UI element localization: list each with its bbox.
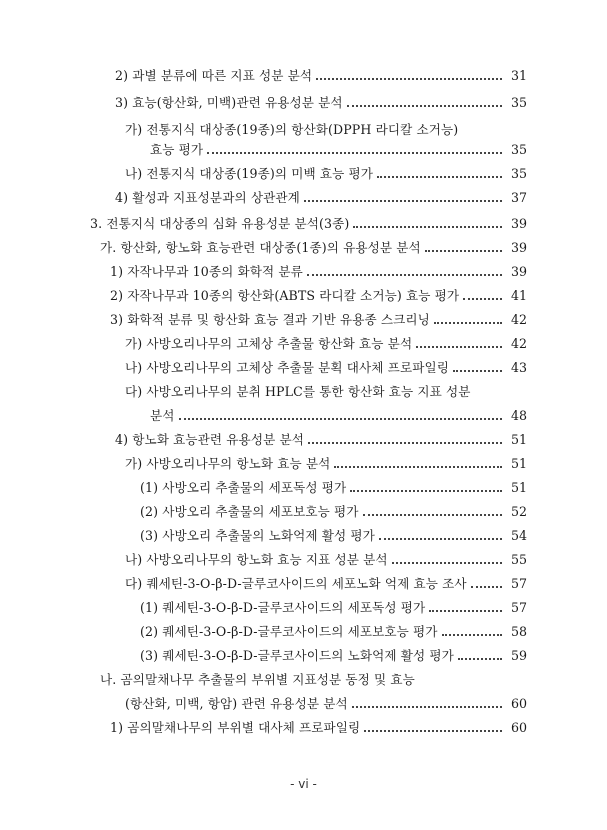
toc-entry-title: 다) 퀘세틴-3-O-β-D-글루코사이드의 세포노화 억제 효능 조사: [125, 576, 467, 591]
toc-entry-title: (3) 퀘세틴-3-O-β-D-글루코사이드의 노화억제 활성 평가: [140, 648, 454, 663]
toc-entry[interactable]: [115, 426, 527, 448]
dot-leader: [463, 297, 502, 300]
toc-entry[interactable]: [110, 714, 527, 736]
toc-entry-page: 35: [510, 95, 527, 110]
toc-entry[interactable]: [125, 354, 527, 376]
toc-entry-title: 1) 자작나무과 10종의 화학적 분류: [110, 264, 303, 279]
toc-entry-page: 42: [510, 312, 527, 327]
toc-entry[interactable]: [150, 136, 527, 158]
toc-entry-page: 37: [510, 190, 527, 205]
toc-entry-title: (3) 사방오리 추출물의 노화억제 활성 평가: [140, 528, 375, 543]
dot-leader: [458, 657, 502, 660]
dot-leader: [207, 151, 502, 154]
dot-leader: [307, 273, 502, 276]
toc-entry[interactable]: [100, 234, 527, 256]
dot-leader: [353, 225, 502, 228]
toc-entry-title: 분석: [150, 408, 175, 423]
dot-leader: [304, 199, 502, 202]
toc-entry[interactable]: [140, 594, 527, 616]
toc-entry[interactable]: [125, 160, 527, 182]
toc-entry-title: (항산화, 미백, 항암) 관련 유용성분 분석: [125, 696, 348, 711]
toc-entry-page: 35: [510, 142, 527, 157]
toc-entry-page: 52: [510, 504, 527, 519]
dot-leader: [352, 705, 502, 708]
toc-entry-page: 43: [510, 360, 527, 375]
toc-entry-page: 58: [510, 624, 527, 639]
toc-entry-title: (2) 사방오리 추출물의 세포보호능 평가: [140, 504, 359, 519]
toc-entry[interactable]: [125, 378, 527, 400]
toc-entry[interactable]: [150, 402, 527, 424]
toc-entry-title: 2) 자작나무과 10종의 항산화(ABTS 라디칼 소거능) 효능 평가: [110, 288, 460, 303]
toc-entry[interactable]: [125, 546, 527, 568]
toc-entry-title: 효능 평가: [150, 142, 204, 157]
toc-entry[interactable]: [125, 690, 527, 712]
toc-entry[interactable]: [110, 258, 527, 280]
toc-entry-title: 나) 전통지식 대상종(19종)의 미백 효능 평가: [125, 166, 374, 181]
toc-entry-title: (1) 사방오리 추출물의 세포독성 평가: [140, 480, 347, 495]
toc-entry-title: 4) 활성과 지표성분과의 상관관계: [115, 190, 300, 205]
toc-entry-page: 59: [510, 648, 527, 663]
dot-leader: [179, 417, 502, 420]
dot-leader: [308, 441, 502, 444]
toc-entry[interactable]: [125, 450, 527, 472]
toc-entry[interactable]: [115, 184, 527, 206]
toc-entry-title: 다) 사방오리나무의 분취 HPLC를 통한 항산화 효능 지표 성분: [125, 384, 471, 399]
toc-entry[interactable]: [140, 522, 527, 544]
toc-entry-page: 35: [510, 166, 527, 181]
dot-leader: [434, 321, 502, 324]
dot-leader: [425, 249, 502, 252]
toc-entry-page: 55: [510, 552, 527, 567]
dot-leader: [377, 175, 502, 178]
toc-entry-page: 57: [510, 600, 527, 615]
dot-leader: [316, 77, 502, 80]
toc-entry-title: 4) 항노화 효능관련 유용성분 분석: [115, 432, 304, 447]
toc-entry-title: 1) 곰의말채나무의 부위별 대사체 프로파일링: [110, 720, 361, 735]
toc-entry-page: 39: [510, 240, 527, 255]
toc-entry-title: 가) 사방오리나무의 고체상 추출물 항산화 효능 분석: [125, 336, 413, 351]
toc-entry-title: 나. 곰의말채나무 추출물의 부위별 지표성분 동정 및 효능: [100, 672, 415, 687]
toc-entry-title: 3) 효능(항산화, 미백)관련 유용성분 분석: [115, 95, 343, 110]
toc-entry-title: 나) 사방오리나무의 고체상 추출물 분획 대사체 프로파일링: [125, 360, 450, 375]
dot-leader: [363, 513, 502, 516]
toc-entry[interactable]: [90, 210, 527, 232]
toc-entry-page: 48: [510, 408, 527, 423]
toc-entry-page: 39: [510, 216, 527, 231]
dot-leader: [453, 369, 502, 372]
toc-entry[interactable]: [110, 282, 527, 304]
page-number-footer: - vi -: [290, 777, 317, 791]
toc-entry-page: 60: [510, 720, 527, 735]
toc-entry-page: 57: [510, 576, 527, 591]
toc-entry-title: 3. 전통지식 대상종의 심화 유용성분 분석(3종): [90, 216, 350, 231]
dot-leader: [379, 537, 502, 540]
dot-leader: [350, 489, 502, 492]
dot-leader: [392, 561, 502, 564]
toc-entry[interactable]: [140, 618, 527, 640]
toc-entry-page: 51: [510, 480, 527, 495]
toc-entry[interactable]: [125, 570, 527, 592]
toc-entry-page: 31: [510, 68, 527, 83]
toc-entry-title: 2) 과별 분류에 따른 지표 성분 분석: [115, 68, 313, 83]
toc-entry-page: 39: [510, 264, 527, 279]
toc-entry-title: 가. 항산화, 항노화 효능관련 대상종(1종)의 유용성분 분석: [100, 240, 421, 255]
toc-entry-page: 51: [510, 432, 527, 447]
toc-entry[interactable]: [140, 474, 527, 496]
toc-entry-page: 42: [510, 336, 527, 351]
toc-entry-page: 60: [510, 696, 527, 711]
toc-entry[interactable]: [140, 498, 527, 520]
dot-leader: [364, 729, 502, 732]
toc-entry-page: 41: [510, 288, 527, 303]
toc-entry[interactable]: [140, 642, 527, 664]
dot-leader: [442, 633, 502, 636]
toc-entry-title: 가) 사방오리나무의 항노화 효능 분석: [125, 456, 331, 471]
toc-entry[interactable]: [125, 330, 527, 352]
toc-entry[interactable]: [100, 666, 527, 688]
toc-entry[interactable]: [115, 89, 527, 111]
toc-entry-title: (2) 퀘세틴-3-O-β-D-글루코사이드의 세포보호능 평가: [140, 624, 438, 639]
dot-leader: [416, 345, 502, 348]
dot-leader: [471, 585, 502, 588]
toc-entry-title: (1) 퀘세틴-3-O-β-D-글루코사이드의 세포독성 평가: [140, 600, 426, 615]
dot-leader: [334, 465, 502, 468]
toc-entry-title: 나) 사방오리나무의 항노화 효능 지표 성분 분석: [125, 552, 388, 567]
toc-entry[interactable]: [115, 62, 527, 84]
toc-entry[interactable]: [125, 116, 527, 138]
dot-leader: [347, 104, 502, 107]
toc-entry-page: 51: [510, 456, 527, 471]
toc-entry-page: 54: [510, 528, 527, 543]
toc-entry[interactable]: [110, 306, 527, 328]
toc-entry-title: 가) 전통지식 대상종(19종)의 항산화(DPPH 라디칼 소거능): [125, 122, 459, 137]
dot-leader: [429, 609, 502, 612]
toc-entry-title: 3) 화학적 분류 및 항산화 효능 결과 기반 유용종 스크리닝: [110, 312, 430, 327]
